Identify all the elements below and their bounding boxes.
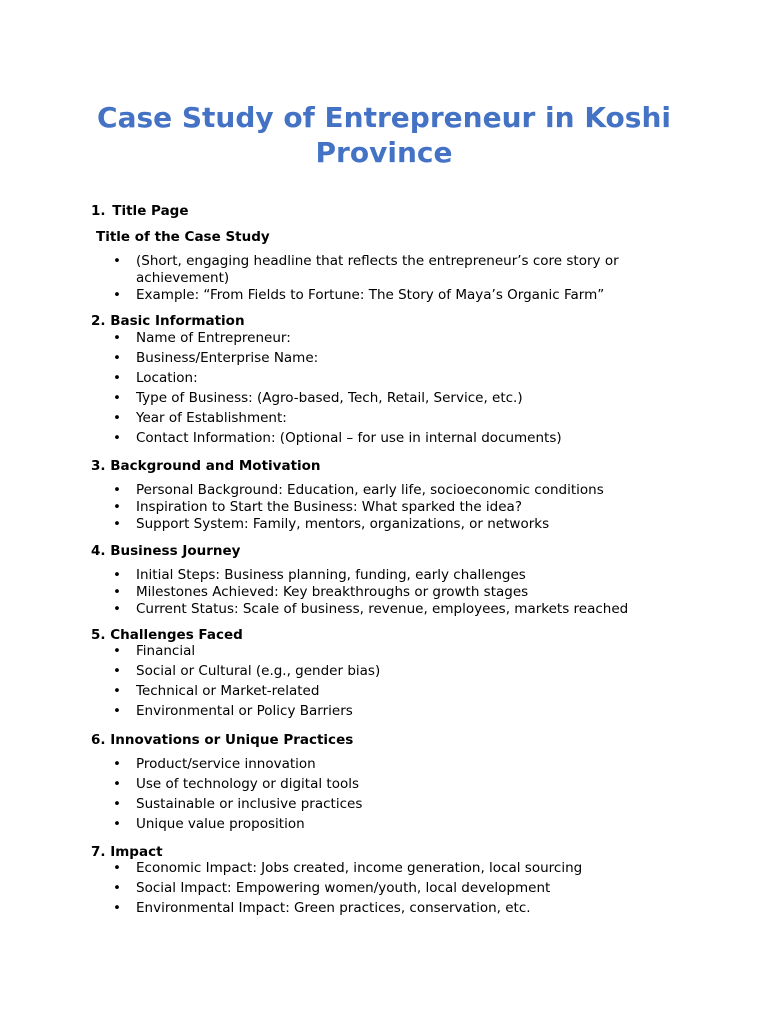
bullet-icon: • (113, 643, 121, 659)
bullet-icon: • (113, 287, 121, 303)
list-item-text: Current Status: Scale of business, revenue, employees, markets reached (136, 601, 629, 617)
section-heading-background-motivation: 3. Background and Motivation (91, 458, 321, 474)
list-item-text: Business/Enterprise Name: (136, 350, 319, 366)
section-heading-basic-information: 2. Basic Information (91, 313, 245, 329)
bullet-icon: • (113, 796, 121, 812)
list-item-text: Technical or Market-related (136, 683, 320, 699)
bullet-icon: • (113, 816, 121, 832)
list-item-text: Social or Cultural (e.g., gender bias) (136, 663, 381, 679)
list-item-text: Unique value proposition (136, 816, 305, 832)
list-impact (0, 860, 768, 920)
list-background-motivation (0, 482, 768, 533)
bullet-icon: • (113, 584, 121, 600)
subheading-title-of-case-study: Title of the Case Study (96, 229, 270, 245)
list-item (0, 516, 768, 533)
list-title-page (0, 253, 768, 304)
bullet-icon: • (113, 410, 121, 426)
section-heading-impact: 7. Impact (91, 844, 163, 860)
list-item-text: Location: (136, 370, 198, 386)
list-item-text: Financial (136, 643, 196, 659)
list-item-text: Example: “From Fields to Fortune: The Story of Maya’s Organic Farm” (136, 287, 605, 303)
bullet-icon: • (113, 430, 121, 446)
bullet-icon: • (113, 390, 121, 406)
list-basic-information (0, 330, 768, 450)
bullet-icon: • (113, 776, 121, 792)
bullet-icon: • (113, 516, 121, 532)
list-item (0, 643, 768, 660)
bullet-icon: • (113, 900, 121, 916)
bullet-icon: • (113, 601, 121, 617)
list-item-text: Use of technology or digital tools (136, 776, 360, 792)
list-item (0, 601, 768, 618)
bullet-icon: • (113, 350, 121, 366)
section-heading-business-journey: 4. Business Journey (91, 543, 241, 559)
list-item (0, 287, 768, 304)
document-title: Case Study of Entrepreneur in Koshi Province (97, 101, 671, 169)
bullet-icon: • (113, 253, 121, 269)
list-item (0, 482, 768, 499)
list-item (0, 584, 768, 601)
list-item-text: Type of Business: (Agro-based, Tech, Retail, Service, etc.) (136, 390, 523, 406)
list-item (0, 253, 768, 287)
bullet-icon: • (113, 330, 121, 346)
bullet-icon: • (113, 663, 121, 679)
section-heading-innovations: 6. Innovations or Unique Practices (91, 732, 354, 748)
list-innovations (0, 756, 768, 836)
list-item (0, 499, 768, 516)
list-item (0, 663, 768, 680)
bullet-icon: • (113, 567, 121, 583)
section-heading-challenges-faced: 5. Challenges Faced (91, 627, 243, 643)
list-item (0, 567, 768, 584)
list-item (0, 796, 768, 813)
list-item-text: Support System: Family, mentors, organizations, or networks (136, 516, 550, 532)
list-item (0, 816, 768, 833)
list-item-text: Initial Steps: Business planning, funding, early challenges (136, 567, 526, 583)
list-item-text: Name of Entrepreneur: (136, 330, 291, 346)
list-item-text: Personal Background: Education, early life, socioeconomic conditions (136, 482, 604, 498)
list-business-journey (0, 567, 768, 618)
list-item-text: Inspiration to Start the Business: What sparked the idea? (136, 499, 522, 515)
list-item-text: Environmental Impact: Green practices, conservation, etc. (136, 900, 531, 916)
list-item (0, 756, 768, 773)
list-item (0, 880, 768, 897)
bullet-icon: • (113, 880, 121, 896)
list-item-text: Product/service innovation (136, 756, 316, 772)
list-item-text: Economic Impact: Jobs created, income generation, local sourcing (136, 860, 583, 876)
bullet-icon: • (113, 499, 121, 515)
section-heading-title-page: 1. Title Page (91, 203, 189, 219)
list-item-text: Year of Establishment: (136, 410, 287, 426)
list-item (0, 860, 768, 877)
list-item (0, 390, 768, 407)
bullet-icon: • (113, 482, 121, 498)
list-item (0, 776, 768, 793)
list-item (0, 900, 768, 917)
bullet-icon: • (113, 370, 121, 386)
list-item-text: Environmental or Policy Barriers (136, 703, 353, 719)
bullet-icon: • (113, 703, 121, 719)
bullet-icon: • (113, 683, 121, 699)
bullet-icon: • (113, 860, 121, 876)
list-challenges-faced (0, 643, 768, 723)
list-item-text: Social Impact: Empowering women/youth, local development (136, 880, 551, 896)
list-item-text: Sustainable or inclusive practices (136, 796, 363, 812)
list-item (0, 370, 768, 387)
list-item (0, 430, 768, 447)
bullet-icon: • (113, 756, 121, 772)
list-item (0, 703, 768, 720)
list-item (0, 330, 768, 347)
list-item-text: Milestones Achieved: Key breakthroughs or growth stages (136, 584, 529, 600)
list-item (0, 410, 768, 427)
list-item-text: Contact Information: (Optional – for use in internal documents) (136, 430, 562, 446)
list-item (0, 350, 768, 367)
list-item-text: (Short, engaging headline that reflects the entrepreneur’s core story or achievement) (136, 253, 619, 286)
list-item (0, 683, 768, 700)
